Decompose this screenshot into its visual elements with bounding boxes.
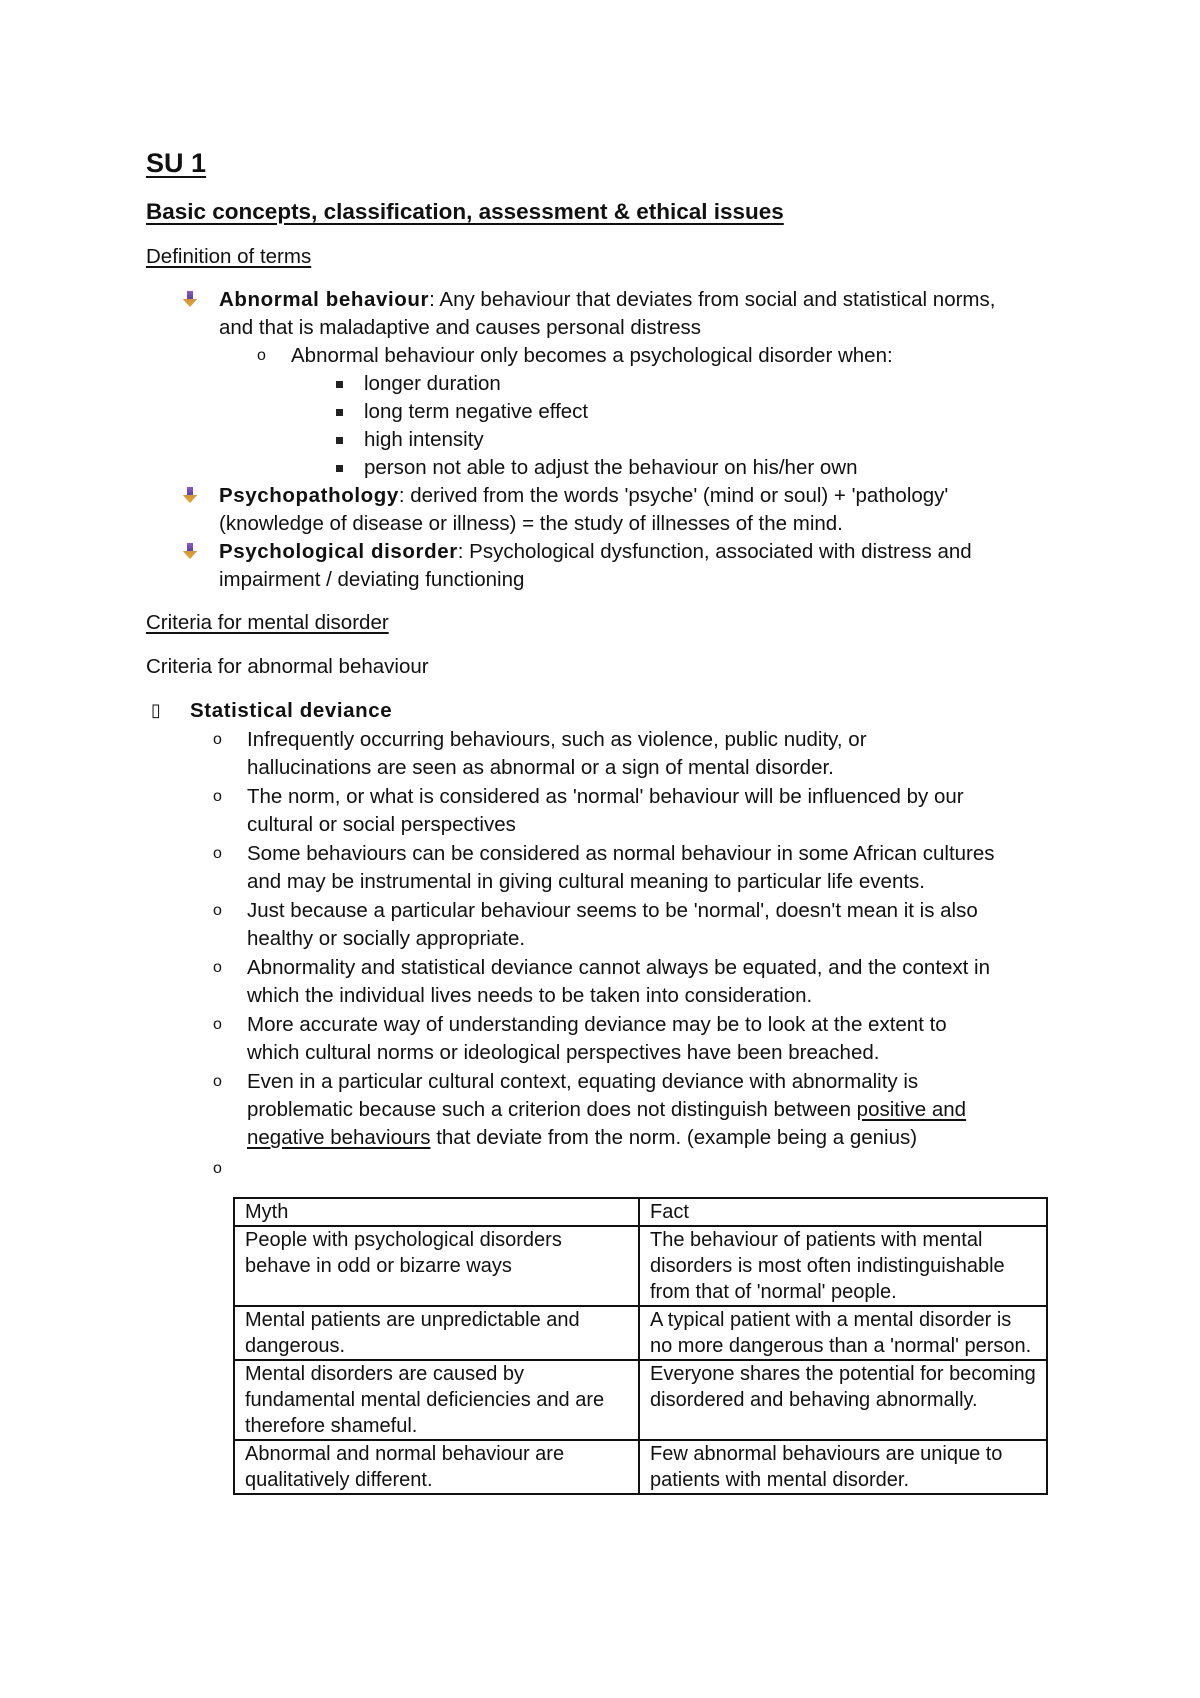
disorder-term: Psychological disorder: [219, 540, 458, 563]
point-text: Even in a particular cultural context, equating deviance with abnormality is: [247, 1070, 919, 1093]
fact-cell: Everyone shares the potential for becoming disordered and behaving abnormally.: [639, 1360, 1047, 1440]
definition-disorder-line2: impairment / deviating functioning: [219, 568, 525, 591]
point-text: Infrequently occurring behaviours, such as violence, public nudity, or: [247, 728, 867, 751]
point-text: The norm, or what is considered as 'normal' behaviour will be influenced by our: [247, 785, 964, 808]
psychopathology-term: Psychopathology: [219, 484, 399, 507]
point-text: and may be instrumental in giving cultural meaning to particular life events.: [247, 870, 925, 893]
table-row: [234, 1440, 1047, 1494]
circle-bullet-icon: o: [213, 1160, 222, 1177]
circle-bullet-icon: o: [213, 788, 222, 805]
point-text: negative behaviours that deviate from the norm. (example being a genius): [247, 1126, 918, 1149]
definition-disorder-line1: Psychological disorder: Psychological dysfunction, associated with distress and: [219, 540, 972, 563]
point-text: problematic because such a criterion does not distinguish between positive and: [247, 1098, 967, 1121]
sub-bullet-text: Abnormal behaviour only becomes a psychological disorder when:: [291, 344, 893, 367]
point-text: healthy or socially appropriate.: [247, 927, 526, 950]
table-header-row: [234, 1198, 1047, 1226]
table-row: [234, 1306, 1047, 1360]
box-bullet-icon: ▯: [151, 700, 161, 721]
definition-psychopathology-line2: (knowledge of disease or illness) = the study of illnesses of the mind.: [219, 512, 843, 535]
point-text: which the individual lives needs to be taken into consideration.: [247, 984, 813, 1007]
point-text: Some behaviours can be considered as normal behaviour in some African cultures: [247, 842, 995, 865]
point-text: Just because a particular behaviour seems to be 'normal', doesn't mean it is also: [247, 899, 978, 922]
condition-item: high intensity: [364, 428, 484, 451]
criteria-abnormal-heading: Criteria for abnormal behaviour: [146, 655, 429, 678]
myth-cell: People with psychological disorders behave in odd or bizarre ways: [234, 1226, 639, 1306]
circle-bullet-icon: o: [213, 731, 222, 748]
statistical-deviance-heading: Statistical deviance: [190, 699, 393, 722]
point-text: which cultural norms or ideological perspectives have been breached.: [247, 1041, 880, 1064]
condition-item: person not able to adjust the behaviour on his/her own: [364, 456, 858, 479]
underlined-phrase: negative behaviours: [247, 1126, 431, 1149]
abnormal-term: Abnormal behaviour: [219, 288, 430, 311]
square-bullet-icon: [336, 381, 343, 388]
square-bullet-icon: [336, 437, 343, 444]
table-row: [234, 1360, 1047, 1440]
circle-bullet-icon: o: [213, 902, 222, 919]
criteria-mental-heading: Criteria for mental disorder: [146, 611, 389, 634]
square-bullet-icon: [336, 465, 343, 472]
point-text: hallucinations are seen as abnormal or a sign of mental disorder.: [247, 756, 834, 779]
myth-cell: Abnormal and normal behaviour are qualitatively different.: [234, 1440, 639, 1494]
circle-bullet-icon: o: [257, 347, 266, 364]
point-text: More accurate way of understanding deviance may be to look at the extent to: [247, 1013, 947, 1036]
arrow-bullet-icon: [183, 487, 197, 503]
definition-psychopathology-line1: Psychopathology: derived from the words 'psyche' (mind or soul) + 'pathology': [219, 484, 949, 507]
fact-cell: A typical patient with a mental disorder is no more dangerous than a 'normal' person.: [639, 1306, 1047, 1360]
circle-bullet-icon: o: [213, 845, 222, 862]
circle-bullet-icon: o: [213, 959, 222, 976]
table-row: [234, 1226, 1047, 1306]
myth-fact-table: [233, 1197, 1048, 1495]
fact-cell: The behaviour of patients with mental disorders is most often indistinguishable from that of 'normal' people.: [639, 1226, 1047, 1306]
arrow-bullet-icon: [183, 543, 197, 559]
definition-abnormal-line1: Abnormal behaviour: Any behaviour that deviates from social and statistical norms,: [219, 288, 996, 311]
circle-bullet-icon: o: [213, 1073, 222, 1090]
circle-bullet-icon: o: [213, 1016, 222, 1033]
header-myth: Myth: [234, 1198, 639, 1226]
definition-abnormal-line2: and that is maladaptive and causes personal distress: [219, 316, 702, 339]
condition-item: longer duration: [364, 372, 501, 395]
underlined-phrase: positive and: [856, 1098, 967, 1121]
fact-cell: Few abnormal behaviours are unique to patients with mental disorder.: [639, 1440, 1047, 1494]
myth-cell: Mental disorders are caused by fundamental mental deficiencies and are therefore shameful.: [234, 1360, 639, 1440]
page-title: SU 1: [146, 148, 207, 178]
page-subtitle: Basic concepts, classification, assessment & ethical issues: [146, 199, 784, 224]
square-bullet-icon: [336, 409, 343, 416]
arrow-bullet-icon: [183, 291, 197, 307]
point-text: Abnormality and statistical deviance cannot always be equated, and the context in: [247, 956, 991, 979]
definitions-heading: Definition of terms: [146, 245, 312, 268]
myth-cell: Mental patients are unpredictable and dangerous.: [234, 1306, 639, 1360]
header-fact: Fact: [639, 1198, 1047, 1226]
condition-item: long term negative effect: [364, 400, 589, 423]
point-text: cultural or social perspectives: [247, 813, 516, 836]
